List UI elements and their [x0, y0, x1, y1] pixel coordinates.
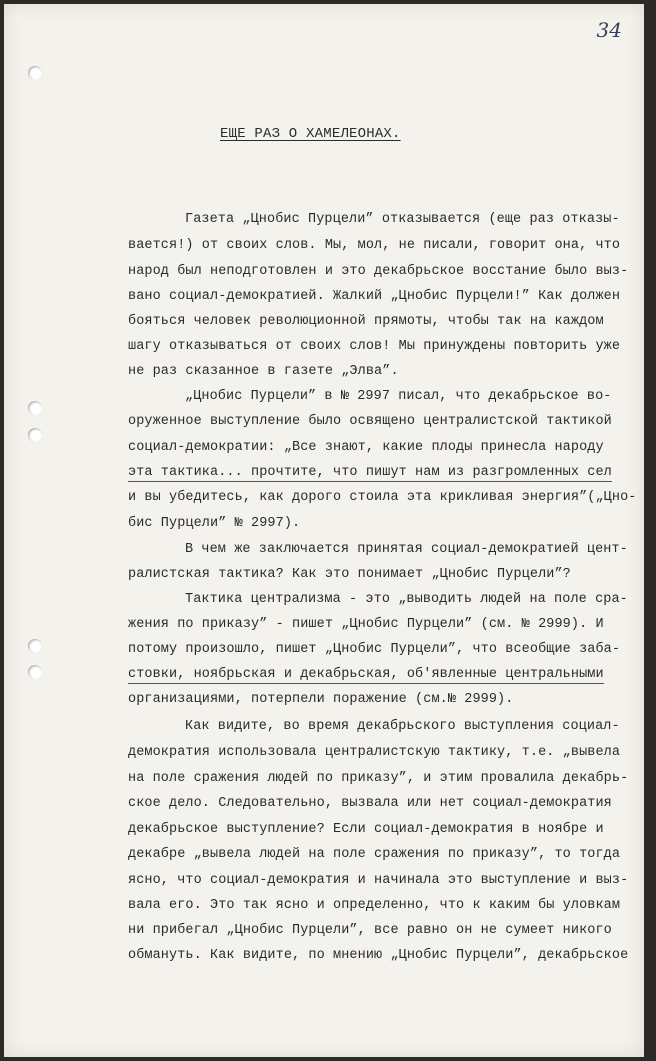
text-line: организациями, потерпели поражение (см.№ 2999).: [128, 692, 514, 707]
punch-hole: [28, 665, 42, 679]
page-number: 34: [596, 18, 622, 42]
document-title: ЕЩЕ РАЗ О ХАМЕЛЕОНАХ.: [220, 126, 401, 142]
text-line: ясно, что социал-демократия и начинала это выступление и выз-: [128, 873, 629, 888]
text-line: на поле сражения людей по приказу”, и этим провалила декабрь-: [128, 771, 629, 786]
text-line: народ был неподготовлен и это декабрьское восстание было выз-: [128, 264, 629, 279]
punch-hole: [28, 428, 42, 442]
text-line: декабре „вывела людей на поле сражения по приказу”, то тогда: [128, 847, 621, 862]
text-line: бис Пурцели” № 2997).: [128, 516, 301, 531]
text-line: и вы убедитесь, как дорого стоила эта крикливая энергия”(„Цно-: [128, 490, 637, 505]
text-line: Как видите, во время декабрьского выступления социал-: [185, 719, 620, 734]
text-line: „Цнобис Пурцели” в № 2997 писал, что декабрьское во-: [185, 389, 612, 404]
text-line: обмануть. Как видите, по мнению „Цнобис Пурцели”, декабрьское: [128, 948, 629, 963]
punch-hole: [28, 401, 42, 415]
text-line: вано социал-демократией. Жалкий „Цнобис Пурцели!” Как должен: [128, 289, 621, 304]
text-line: ское дело. Следовательно, вызвала или нет социал-демократия: [128, 796, 612, 811]
text-line: ни прибегал „Цнобис Пурцели”, все равно он не сумеет никого: [128, 923, 612, 938]
text-line: ралистская тактика? Как это понимает „Цнобис Пурцели”?: [128, 567, 571, 582]
text-line: В чем же заключается принятая социал-демократией цент-: [185, 542, 628, 557]
document-page: [4, 4, 644, 1057]
text-line: эта тактика... прочтите, что пишут нам из разгромленных сел: [128, 465, 612, 480]
text-line: жения по приказу” - пишет „Цнобис Пурцели” (см. № 2999). И: [128, 617, 604, 632]
text-line: социал-демократии: „Все знают, какие плоды принесла народу: [128, 440, 604, 455]
text-line: Газета „Цнобис Пурцели” отказывается (еще раз отказы-: [185, 212, 620, 227]
punch-hole: [28, 66, 42, 80]
text-line: Тактика централизма - это „выводить людей на поле сра-: [185, 592, 628, 607]
text-line: вается!) от своих слов. Мы, мол, не писали, говорит она, что: [128, 238, 621, 253]
punch-hole: [28, 639, 42, 653]
text-line: шагу отказываться от своих слов! Мы принуждены повторить уже: [128, 339, 621, 354]
text-line: декабрьское выступление? Если социал-демократия в ноябре и: [128, 822, 604, 837]
text-line: не раз сказанное в газете „Элва”.: [128, 364, 399, 379]
text-line: оруженное выступление было освящено централистской тактикой: [128, 414, 612, 429]
text-line: вала его. Это так ясно и определенно, что к каким бы уловкам: [128, 898, 621, 913]
text-line: бояться человек революционной прямоты, чтобы так на каждом: [128, 314, 604, 329]
text-line: стовки, ноябрьская и декабрьская, об'явленные центральными: [128, 667, 604, 682]
text-line: демократия использовала централистскую тактику, т.е. „вывела: [128, 745, 621, 760]
text-line: потому произошло, пишет „Цнобис Пурцели”, что всеобщие заба-: [128, 642, 621, 657]
